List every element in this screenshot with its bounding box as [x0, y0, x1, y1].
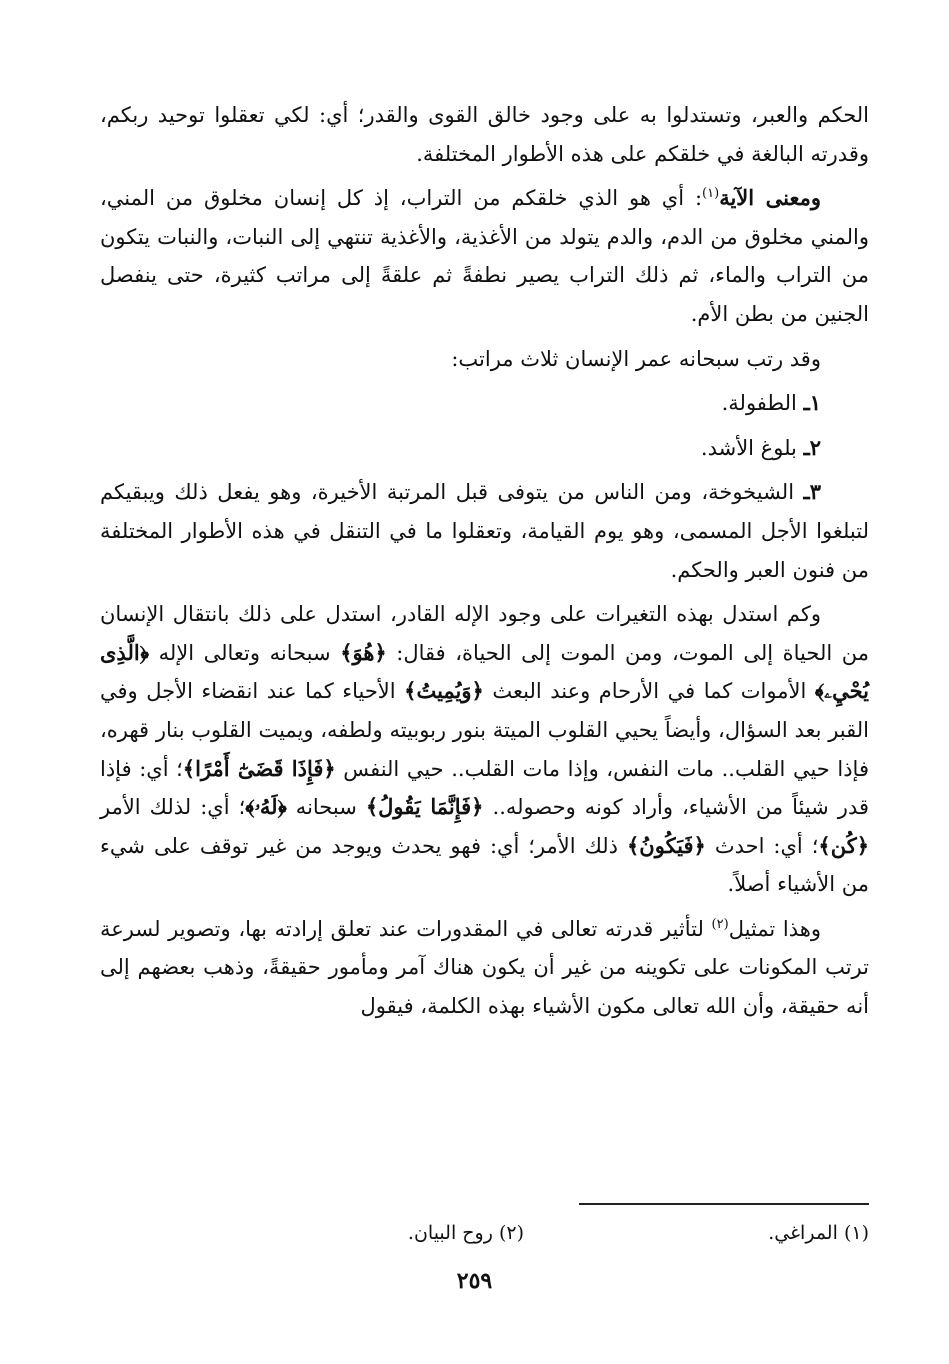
paragraph-5-text: لتأثير قدرته تعالى في المقدورات عند تعلق إرادته بها، وتصوير لسرعة ترتب المكونات على تكوينه من غير أن يكون هناك آمر ومأمور حقيقةً، وذهب بعضهم إلى أنه حقيقة، وأن الله تعالى مكون الأشياء بهذه الكلمة، فيقول [100, 916, 869, 1019]
paragraph-4-segment: سبحانه [286, 795, 366, 820]
list-item-2 [100, 429, 869, 468]
paragraph-4-segment: ؛ أي: لذلك الأمر [100, 795, 246, 820]
paragraph-4-segment: ؛ أي: احدث [705, 833, 819, 858]
paragraph-4-segment: الأحياء كما عند انقضاء الأجل وفي القبر بعد السؤال، وأيضاً يحيي القلوب الميتة بنور ربوبيته ولطفه، ويميت القلوب بنار قهره، فإذا حيي القلب.. مات النفس، وإذا مات القلب.. حيي النفس [100, 679, 869, 781]
footnote-2-text: روح البيان. [407, 1222, 493, 1244]
list-item-1 [100, 384, 869, 423]
quran-quote: ﴿لَهُۥ﴾ [245, 794, 287, 820]
footnote-1 [524, 1218, 869, 1248]
quran-quote: ﴿فَإِذَا قَضَىٰٓ أَمْرًا﴾ [182, 755, 336, 781]
list-item-3-text: الشيخوخة، ومن الناس من يتوفى قبل المرتبة الأخيرة، وهو يفعل ذلك ويبقيكم لتبلغوا الأجل المسمى، وهو يوم القيامة، وتعقلوا ما في التنقل في هذه الأطوار المختلفة من فنون العبر والحكم. [100, 480, 869, 582]
list-item-3 [100, 473, 869, 589]
paragraph-5-lead: وهذا تمثيل [728, 916, 821, 941]
footnotes [100, 1218, 869, 1248]
page-number: ٢٥٩ [456, 1268, 493, 1294]
paragraph-4-segment: ذلك الأمر؛ أي: فهو يحدث ويوجد من غير توقف على شيء من الأشياء أصلاً. [100, 833, 869, 897]
paragraph-5 [100, 910, 869, 1026]
footnote-2-number: (٢) [498, 1222, 524, 1244]
paragraph-4-segment: ؛ أي: فإذا قدر شيئاً من الأشياء، وأراد كونه وحصوله.. [100, 756, 870, 820]
body-text [100, 96, 869, 1032]
paragraph-4-segment: وكم استدل بهذه التغيرات على وجود الإله القادر، استدل على ذلك بانتقال الإنسان من الحياة إلى الموت، ومن الموت إلى الحياة، فقال: [100, 602, 869, 665]
list-item-2-text: بلوغ الأشد. [700, 435, 797, 460]
list-item-3-number: ٣ـ [803, 479, 821, 505]
footnote-ref-2[interactable]: (٢) [711, 916, 729, 932]
quran-quote: ﴿فَيَكُونُ﴾ [627, 832, 706, 858]
paragraph-2 [100, 179, 869, 333]
paragraph-1 [100, 96, 869, 173]
paragraph-4-segment: الأموات كما في الأرحام وعند البعث [483, 679, 815, 704]
paragraph-2-lead: ومعنى الآية [719, 185, 821, 211]
footnote-1-text: المراغي. [768, 1222, 838, 1244]
paragraph-3-text: وقد رتب سبحانه عمر الإنسان ثلاث مراتب: [451, 346, 821, 371]
paragraph-1-text: الحكم والعبر، وتستدلوا به على وجود خالق القوى والقدر؛ أي: لكي تعقلوا توحيد ربكم، وقدرته البالغة في خلقكم على هذه الأطوار المختلفة. [100, 103, 869, 166]
paragraph-4 [100, 595, 869, 904]
list-item-2-number: ٢ـ [803, 434, 821, 460]
footnote-ref-1[interactable]: (١) [702, 186, 720, 202]
quran-quote: ﴿فَإِنَّمَا يَقُولُ﴾ [365, 794, 484, 820]
footnote-divider [579, 1203, 869, 1205]
paragraph-2-text: : أي هو الذي خلقكم من التراب، إذ كل إنسان مخلوق من المني، والمني مخلوق من الدم، والدم يتولد من الأغذية، والأغذية تنتهي إلى النبات، والنبات يتكون من التراب والماء، ثم ذلك التراب يصير نطفةً ثم علقةً إلى مراتب كثيرة، حتى ينفصل الجنين من بطن الأم. [100, 186, 869, 326]
quran-quote: ﴿كُن﴾ [818, 832, 870, 858]
paragraph-4-segment: سبحانه وتعالى الإله [149, 640, 341, 665]
quran-quote: ﴿وَيُمِيتُ﴾ [404, 678, 484, 704]
list-item-1-text: الطفولة. [721, 391, 797, 416]
footnote-2 [179, 1218, 524, 1248]
paragraph-3 [100, 340, 869, 379]
footnote-1-number: (١) [843, 1222, 869, 1244]
list-item-1-number: ١ـ [803, 390, 821, 416]
quran-quote: ﴿الَّذِى يُحْيِۦ﴾ [100, 639, 869, 704]
quran-quote: ﴿هُوَ﴾ [340, 639, 387, 665]
